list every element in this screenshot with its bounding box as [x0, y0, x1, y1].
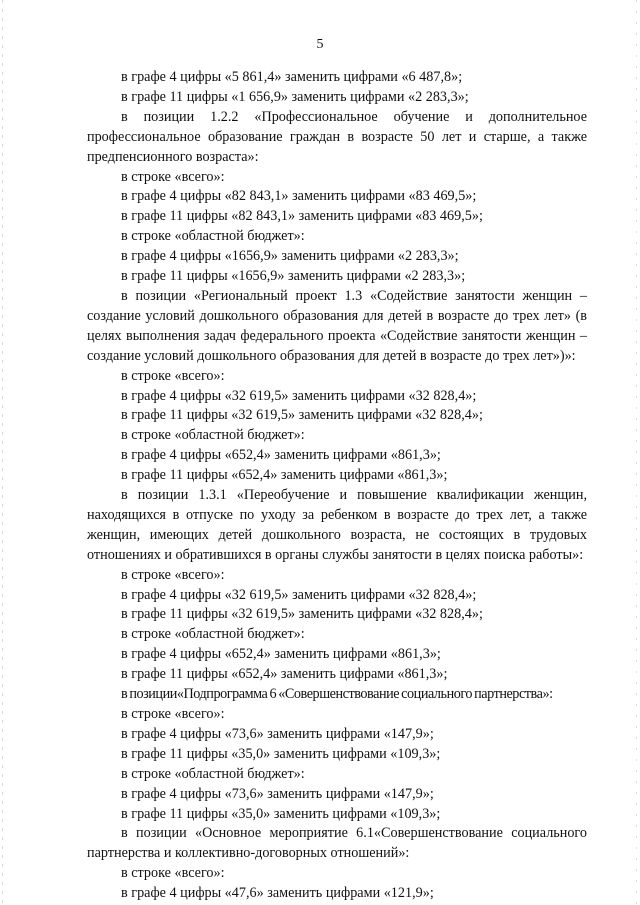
paragraph: в позиции 1.2.2 «Профессиональное обучение и дополнительное профессиональное образование граждан в возрасте 50 лет и старше, а также предпенсионного возраста»: — [87, 108, 587, 165]
paragraph: в строке «областной бюджет»: — [121, 427, 305, 444]
paragraph: в позиции«Подпрограмма 6 «Совершенствование социального партнерства»: — [121, 686, 553, 703]
paragraph: в графе 11 цифры «652,4» заменить цифрами «861,3»; — [121, 467, 448, 484]
paragraph: в строке «всего»: — [121, 566, 225, 583]
paragraph: в графе 4 цифры «32 619,5» заменить цифрами «32 828,4»; — [121, 387, 477, 404]
paragraph: в графе 4 цифры «32 619,5» заменить цифрами «32 828,4»; — [121, 586, 477, 603]
paragraph: в графе 11 цифры «1656,9» заменить цифрами «2 283,3»; — [121, 268, 466, 285]
paragraph: в графе 11 цифры «35,0» заменить цифрами «109,3»; — [121, 805, 441, 822]
paragraph: в строке «областной бюджет»: — [121, 228, 305, 245]
paragraph: в графе 4 цифры «652,4» заменить цифрами «861,3»; — [121, 646, 441, 663]
scan-edge-right — [636, 0, 637, 905]
document-body — [87, 68, 587, 904]
paragraph: в строке «областной бюджет»: — [121, 626, 305, 643]
page-number: 5 — [316, 37, 324, 52]
paragraph: в графе 4 цифры «73,6» заменить цифрами «147,9»; — [121, 785, 434, 802]
paragraph: в позиции «Основное мероприятие 6.1«Совершенствование социального партнерства и коллективно-договорных отношений»: — [87, 825, 587, 862]
paragraph: в позиции «Региональный проект 1.3 «Содействие занятости женщин – создание условий дошкольного образования для детей в возрасте до трех лет» (в целях выполнения задач федерального проекта «Содействие занятости женщин – создание условий дошкольного образования для детей в возрасте до трех лет»)»: — [87, 287, 587, 364]
paragraph: в позиции 1.3.1 «Переобучение и повышение квалификации женщин, находящихся в отпуске по уходу за ребенком в возрасте до трех лет, а также женщин, имеющих детей дошкольного возраста, не состоящих в трудовых отношениях и обратившихся в органы службы занятости в целях поиска работы»: — [87, 487, 587, 563]
paragraph: в графе 4 цифры «652,4» заменить цифрами «861,3»; — [121, 447, 441, 464]
paragraph: в строке «всего»: — [121, 706, 225, 722]
paragraph: в графе 11 цифры «82 843,1» заменить цифрами «83 469,5»; — [121, 208, 483, 225]
paragraph: в графе 4 цифры «73,6» заменить цифрами «147,9»; — [121, 725, 434, 742]
paragraph: в графе 4 цифры «82 843,1» заменить цифрами «83 469,5»; — [121, 188, 477, 205]
paragraph: в строке «всего»: — [121, 367, 225, 384]
paragraph: в графе 11 цифры «1 656,9» заменить цифрами «2 283,3»; — [121, 88, 469, 105]
paragraph: в графе 4 цифры «47,6» заменить цифрами «121,9»; — [121, 885, 434, 902]
paragraph: в графе 11 цифры «32 619,5» заменить цифрами «32 828,4»; — [121, 407, 483, 424]
paragraph: в графе 4 цифры «5 861,4» заменить цифрами «6 487,8»; — [121, 69, 463, 85]
paragraph: в графе 11 цифры «35,0» заменить цифрами «109,3»; — [121, 745, 441, 762]
paragraph: в строке «всего»: — [121, 168, 225, 185]
paragraph: в строке «всего»: — [121, 865, 225, 882]
paragraph: в графе 11 цифры «32 619,5» заменить цифрами «32 828,4»; — [121, 606, 483, 623]
scan-edge-left — [2, 0, 3, 905]
paragraph: в графе 11 цифры «652,4» заменить цифрами «861,3»; — [121, 666, 448, 683]
paragraph: в графе 4 цифры «1656,9» заменить цифрами «2 283,3»; — [121, 248, 459, 265]
paragraph: в строке «областной бюджет»: — [121, 765, 305, 782]
